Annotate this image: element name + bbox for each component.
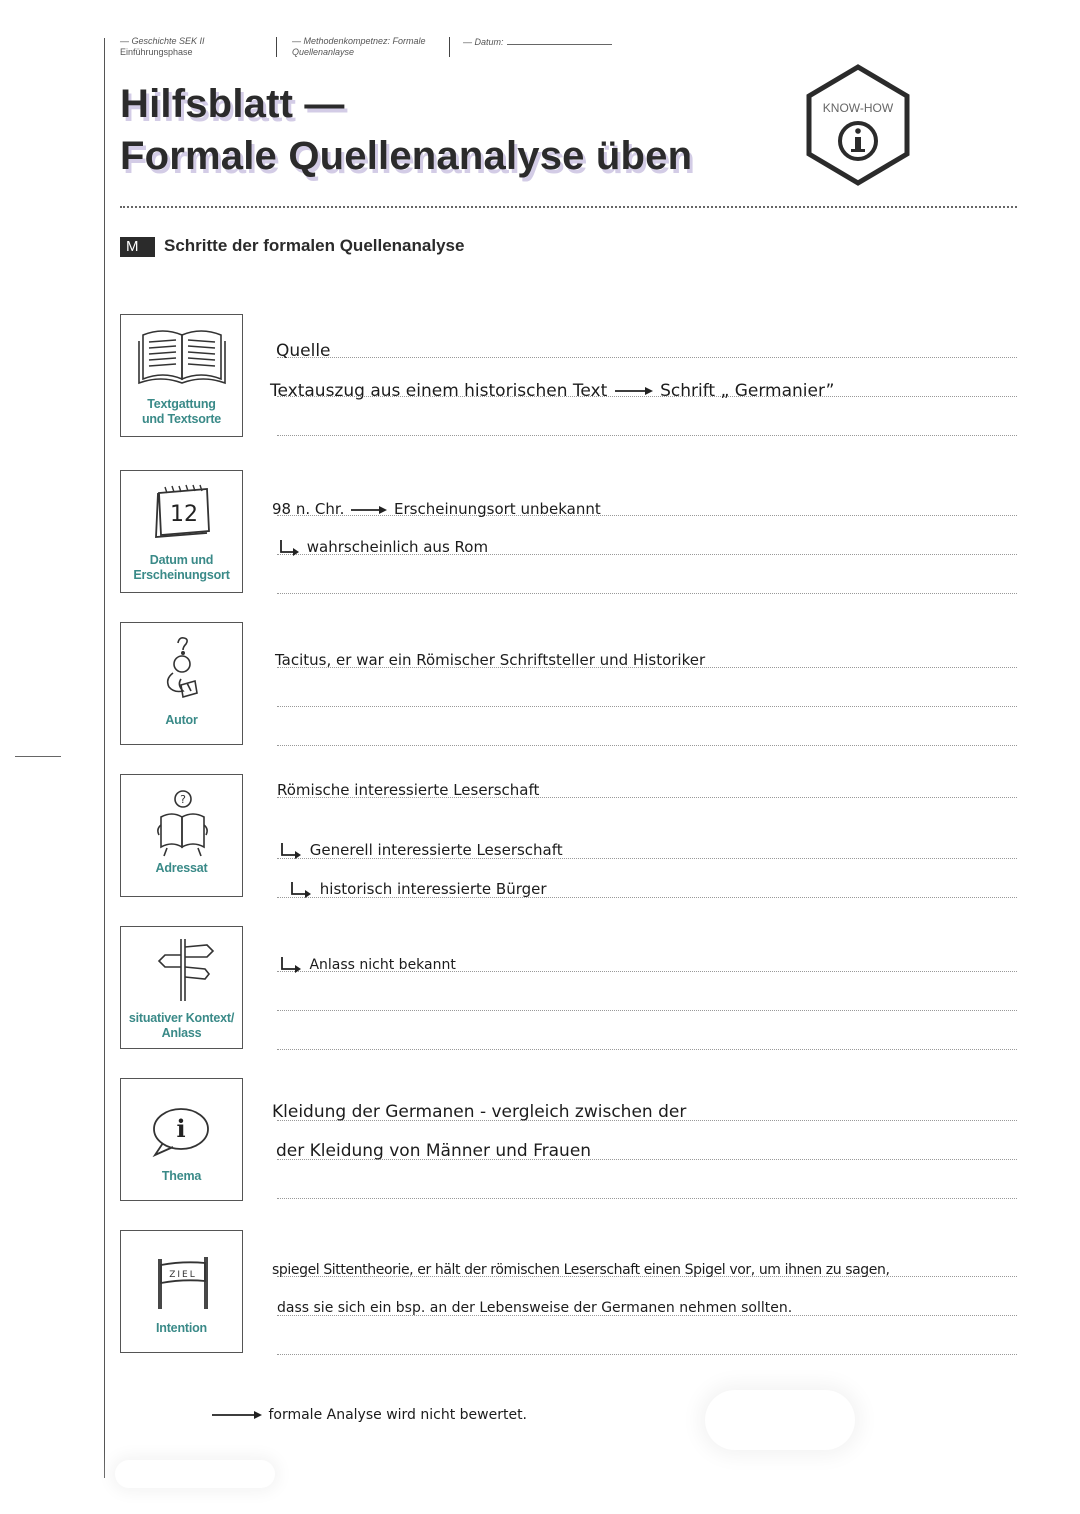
step-label [121,1321,242,1336]
step-autor [120,622,243,745]
header-subject [120,36,205,58]
page-title [120,78,692,182]
svg-text:?: ? [180,793,186,806]
speech-info-icon [121,1079,244,1169]
calendar-icon [121,471,244,551]
label-line: Textgattung [147,397,216,411]
header-topic [292,36,426,58]
header-subject-line1: — Geschichte SEK II [120,36,205,46]
note-row [289,878,547,900]
step-label [121,553,242,583]
note: Generell interessierte Leserschaft [309,841,563,859]
header-date [463,36,612,48]
header-topic-line1: — Methodenkompetnez: Formale [292,36,426,46]
label-line: Intention [156,1321,207,1335]
note: Anlass nicht bekannt [309,957,456,973]
material-marker: M [120,237,155,257]
step-adressat [120,774,243,897]
reader-icon [121,775,244,865]
step-thema [120,1078,243,1201]
arrow-right-icon [349,504,389,516]
header-separator [449,37,450,57]
know-how-badge [804,63,912,187]
note: Römische interessierte Leserschaft [277,781,540,799]
note-row [270,380,834,402]
writing-line [277,745,1017,746]
arrow-right-icon [613,385,655,397]
svg-text:i: i [176,1114,186,1143]
note-row [272,498,601,520]
know-how-text: KNOW-HOW [822,101,894,115]
corner-arrow-icon [279,842,305,860]
writing-line [277,1010,1017,1011]
note: der Kleidung von Männer und Frauen [276,1141,592,1161]
goal-banner-icon [121,1231,244,1321]
step-label [121,861,242,876]
info-icon [840,123,876,159]
arrow-right-icon [210,1409,264,1421]
note: Kleidung der Germanen - vergleich zwischen der [272,1102,687,1122]
writing-line [277,593,1017,594]
banner-text: ZIEL [169,1270,197,1280]
note: Quelle [276,341,331,361]
corner-arrow-icon [278,539,302,557]
note: Tacitus, er war ein Römischer Schriftsteller und Historiker [275,651,706,669]
writing-line [277,1049,1017,1050]
note: historisch interessierte Bürger [319,880,547,898]
correction-smudge [705,1390,855,1450]
footer-note-row [210,1404,527,1426]
step-label [121,397,242,427]
label-line: Anlass [161,1026,202,1040]
writing-line [277,706,1017,707]
note: Erscheinungsort unbekannt [394,500,601,518]
note: wahrscheinlich aus Rom [306,538,489,556]
label-line: Adressat [155,861,208,875]
step-label [121,713,242,728]
step-textgattung [120,314,243,437]
note-row [278,536,488,558]
step-intention [120,1230,243,1353]
writing-line [277,1354,1017,1355]
corner-arrow-icon [279,956,305,974]
step-datum [120,470,243,593]
divider [120,206,1017,208]
step-label [121,1011,242,1041]
footer-note: formale Analyse wird nicht bewertet. [268,1407,528,1423]
step-kontext [120,926,243,1049]
correction-smudge [115,1460,275,1488]
header-subject-line2: Einführungsphase [120,47,193,57]
date-label: — Datum: [463,37,504,47]
header-separator [276,37,277,57]
writing-line [277,435,1017,436]
punch-mark [15,756,61,757]
note-row [279,954,456,976]
signpost-icon [121,927,244,1007]
margin-line [104,38,105,1478]
thinking-person-icon [121,623,244,713]
label-line: Thema [161,1169,202,1183]
section-title: Schritte der formalen Quellenanalyse [164,236,465,255]
note: Schrift „ Germanier” [660,381,835,401]
step-label [121,1169,242,1184]
label-line: und Textsorte [141,412,222,426]
date-field[interactable] [507,36,612,45]
writing-line [277,1198,1017,1199]
header-topic-line2: Quellenanlayse [292,47,355,57]
corner-arrow-icon [289,881,315,899]
note: Textauszug aus einem historischen Text [270,381,608,401]
note: spiegel Sittentheorie, er hält der römischen Leserschaft einen Spigel vor, um ihnen zu sagen, [272,1262,890,1278]
label-line: Autor [165,713,198,727]
label-line: Erscheinungsort [133,568,230,582]
page-title-line1: Hilfsblatt — [120,82,345,126]
note: dass sie sich ein bsp. an der Lebensweise der Germanen nehmen sollten. [277,1300,793,1316]
open-book-icon [121,315,244,405]
label-line: Datum und [149,553,214,567]
calendar-day: 12 [170,502,198,527]
page-title-line2: Formale Quellenanalyse üben [120,134,693,178]
label-line: situativer Kontext/ [128,1011,235,1025]
note-row [279,839,563,861]
writing-line [277,357,1017,358]
note: 98 n. Chr. [272,500,345,518]
